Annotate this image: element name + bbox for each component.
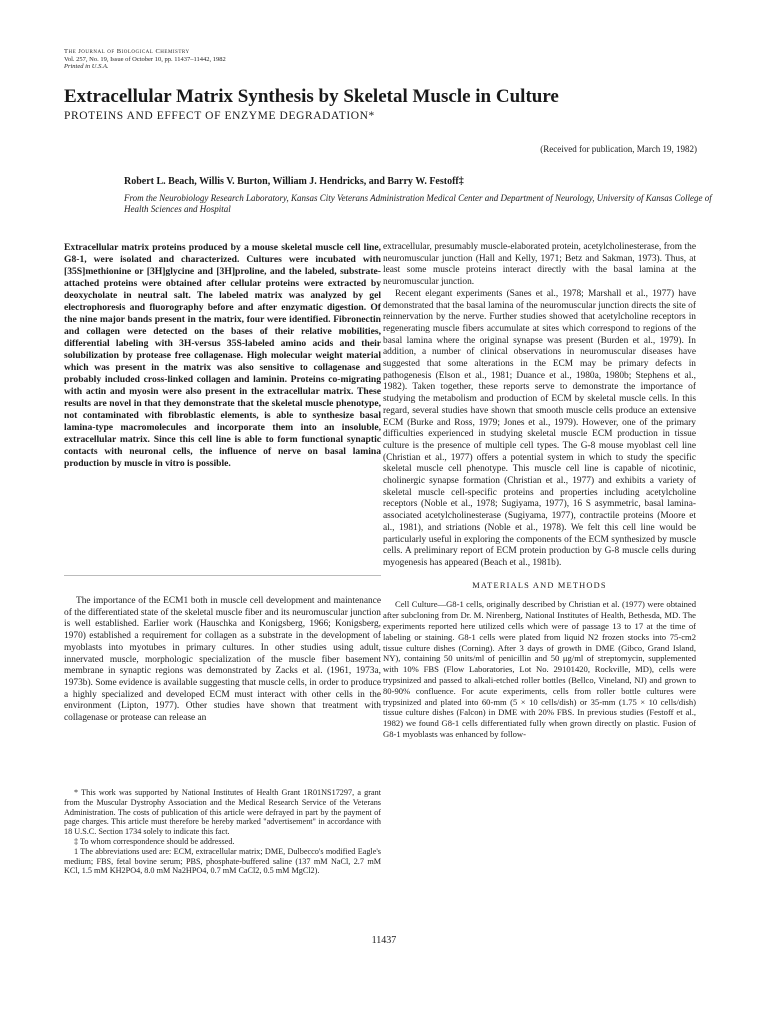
right-column <box>383 242 696 740</box>
journal-volume: Vol. 257, No. 19, Issue of October 10, pp. 11437–11442, 1982 <box>64 55 226 63</box>
author-affiliation: From the Neurobiology Research Laboratory, Kansas City Veterans Administration Medical Center and Department of Neurology, University of Kansas College of Health Sciences and Hospital <box>124 193 712 214</box>
received-date: (Received for publication, March 19, 1982) <box>540 144 697 154</box>
footnote-abbreviations: 1 The abbreviations used are: ECM, extracellular matrix; DME, Dulbecco's modified Eagle's medium; FBS, fetal bovine serum; PBS, phosphate-buffered saline (137 mM NaCl, 2.7 mM KCl, 1.5 mM KH2PO4, 8.0 mM Na2HPO4, 0.7 mM CaCl2, 0.5 mM MgCl2). <box>64 846 381 876</box>
introduction <box>64 596 381 725</box>
article-subtitle: PROTEINS AND EFFECT OF ENZYME DEGRADATION* <box>64 110 375 122</box>
right-paragraph-2: Recent elegant experiments (Sanes et al., 1978; Marshall et al., 1977) have demonstrated that the basal lamina of the neuromuscular junction directs the site of reinnervation by the nerve. Further studies showed that acetylcholine receptors in regenerating muscle fibers accumulate at sites which correspond to regions of the basal lamina where the original synapse was present (Burden et al., 1979). In addition, a number of clinical observations in neuromuscular diseases have suggested that some alterations in the ECM may be primary defects in pathogenesis (Elson et al., 1981; Duance et al., 1980a, 1980b; Stephens et al., 1982). Taken together, these reports serve to demonstrate the importance of studying the metabolism and production of ECM by skeletal muscle cells. In this regard, several studies have shown that smooth muscle cells produce an extensive ECM (Burke and Ross, 1979; Jones et al., 1979). However, one of the primary difficulties experienced in studying skeletal muscle ECM production in tissue culture is the presence of multiple cell types. The G-8 mouse myoblast cell line (Christian et al., 1977) offers a potential system in which to study the specific skeletal muscle cell phenotype. This muscle cell line is capable of nicotinic, cholinergic synapse formation (Christian et al., 1977) and exhibits a variety of skeletal muscle cell-specific proteins and properties including acetylcholine receptors (Noble et al., 1978; Sugiyama, 1977), 16 S asymmetric, basal lamina-associated acetylcholinesterase (Sugiyama, 1977), contractile proteins (Moore et al., 1981), and striations (Noble et al., 1978). We felt this cell line would be particularly useful in exploring the components of the ECM synthesized by muscle cells. A preliminary report of ECM protein production by G-8 muscle cells during myogenesis has appeared (Beach et al., 1981b). <box>383 288 696 568</box>
abstract-divider <box>64 575 381 576</box>
section-heading: MATERIALS AND METHODS <box>472 580 607 590</box>
footnote-correspondence: ‡ To whom correspondence should be addressed. <box>74 836 235 846</box>
right-paragraph-1: extracellular, presumably muscle-elaborated protein, acetylcholinesterase, from the neuromuscular junction (Hall and Kelly, 1971; Betz and Sakman, 1973). Thus, at least some muscle proteins interact directly with the basal lamina at the neuromuscular junction. <box>383 242 696 288</box>
page-number: 11437 <box>371 935 397 946</box>
journal-name: The Journal of Biological Chemistry <box>64 48 190 55</box>
methods-paragraph: Cell Culture—G8-1 cells, originally described by Christian et al. (1977) were obtained after subcloning from Dr. M. Nirenberg, National Institutes of Health, Bethesda, MD. The experiments reported here utilized cells which were of passage 13 to 17 at the time of labeling or staining. G8-1 cells were plated from liquid N2 frozen stocks into 75-cm2 tissue culture dishes (Corning). After 3 days of growth in DME (Gibco, Grand Island, NY), containing 50 units/ml of penicillin and 50 μg/ml of streptomycin, supplemented with 10% FBS (Flow Laboratories, Lot No. 29101420, Rockville, MD), cells were trypsinized and passed to alkali-etched roller bottles (Bellco, Vineland, NJ) and grown to 80-90% confluence. For acute experiments, cells from roller bottle cultures were trypsinized and plated into 60-mm (5 × 10 cells/dish) or 35-mm (1.75 × 10 cells/dish) tissue culture dishes (Falcon) in DME with 20% FBS. In previous studies (Festoff et al., 1982) we found G8-1 cells differentiated fully when grown directly on plastic. Fusion of G8-1 myoblasts was enhanced by follow- <box>383 599 696 739</box>
author-list: Robert L. Beach, Willis V. Burton, William J. Hendricks, and Barry W. Festoff‡ <box>124 176 464 187</box>
intro-paragraph: The importance of the ECM1 both in muscle cell development and maintenance of the differentiated state of the skeletal muscle fiber and its neuromuscular junction is well established. Earlier work (Hauschka and Konigsberg, 1966; Konigsberg, 1970) established a requirement for collagen as a substrate in the development of myoblasts into myotubes in primary cultures. In other studies using adult, innervated muscle, morphologic specialization of the muscle fiber basement membrane in synaptic regions was demonstrated by Zacks et al. (1961, 1973a, 1973b). Some evidence is available suggesting that muscle cells, in order to produce a highly specialized and developed ECM must interact with other cells in the environment (Lipton, 1977). Other studies have shown that treatment with collagenase or protease can release an <box>64 596 381 724</box>
article-title: Extracellular Matrix Synthesis by Skeletal Muscle in Culture <box>64 86 559 107</box>
footnote-funding: * This work was supported by National Institutes of Health Grant 1R01NS17297, a grant from the Muscular Dystrophy Association and the Medical Research Service of the Veterans Administration. The costs of publication of this article were defrayed in part by the payment of page charges. This article must therefore be hereby marked "advertisement" in accordance with 18 U.S.C. Section 1734 solely to indicate this fact. <box>64 788 381 837</box>
footnotes <box>64 788 381 876</box>
journal-printed: Printed in U.S.A. <box>64 63 109 70</box>
abstract <box>64 242 381 470</box>
abstract-text: Extracellular matrix proteins produced by a mouse skeletal muscle cell line, G8-1, were isolated and characterized. Cultures were incubated with [35S]methionine or [3H]glycine and [3H]proline, and the labeled, substrate-attached proteins were obtained after cellular proteins were extracted by deoxycholate in neutral salt. The labeled matrix was analyzed by gel electrophoresis and fluorography before and after enzymatic digestion. Of the nine major bands present in the matrix, four were identified. Fibronectin and collagen were detected on the bases of their relative mobilities, differential labeling with 3H-versus 35S-labeled amino acids and their solubilization by protease free collagenase. High molecular weight material which was present in the matrix was also sensitive to collagenase and probably included cross-linked collagen and laminin. Proteins co-migrating with actin and myosin were also present in the extracellular matrix. These results are novel in that they demonstrate that the skeletal muscle phenotype, not contaminated with fibroblastic elements, is able to synthesize basal lamina-type macromolecules and incorporate them into an insoluble, extracellular matrix. Since this cell line is able to form functional synaptic contacts with neuronal cells, the influence of nerve on basal lamina production by muscle in vitro is possible. <box>64 242 381 469</box>
journal-header <box>64 48 226 71</box>
